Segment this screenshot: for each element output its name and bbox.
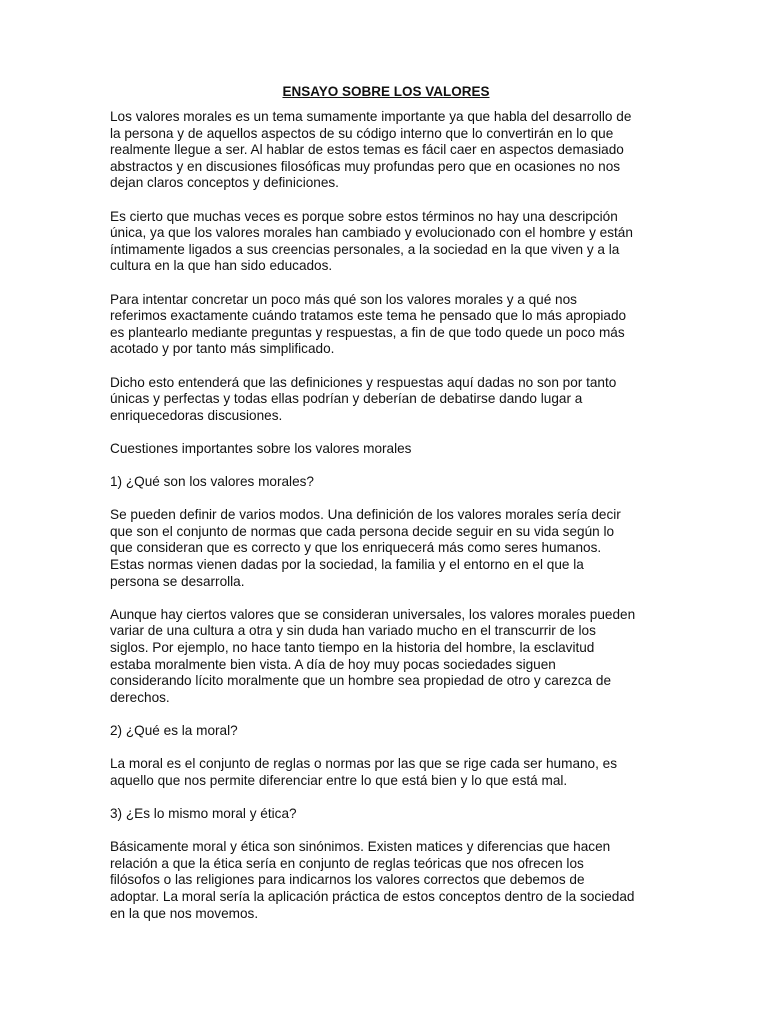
paragraph <box>110 806 662 823</box>
text-line: enriquecedoras discusiones. <box>110 407 283 423</box>
text-line: persona se desarrolla. <box>110 573 245 589</box>
text-line: la persona y de aquellos aspectos de su código interno que lo convertirán en lo que <box>110 125 614 141</box>
text-line: aquello que nos permite diferenciar entre lo que está bien y lo que está mal. <box>110 772 568 788</box>
text-line: derechos. <box>110 689 170 705</box>
paragraph <box>110 607 662 707</box>
text-line: considerando lícito moralmente que un hombre sea propiedad de otro y carezca de <box>110 673 612 689</box>
paragraph <box>110 507 662 590</box>
text-line: Los valores morales es un tema sumamente importante ya que habla del desarrollo de <box>110 109 632 124</box>
text-line: dejan claros conceptos y definiciones. <box>110 175 339 191</box>
text-line: que son el conjunto de normas que cada persona decide seguir en su vida según lo <box>110 523 615 539</box>
text-line: 3) ¿Es lo mismo moral y ética? <box>110 805 297 821</box>
text-line: Para intentar concretar un poco más qué son los valores morales y a qué nos <box>110 291 577 307</box>
text-line: Básicamente moral y ética son sinónimos. Existen matices y diferencias que hacen <box>110 839 611 855</box>
paragraph <box>110 756 662 789</box>
text-line: referimos exactamente cuándo tratamos este tema he pensado que lo más apropiado <box>110 308 627 324</box>
text-line: variar de una cultura a otra y sin duda han variado mucho en el transcurrir de los <box>110 623 596 639</box>
text-line: Estas normas vienen dadas por la sociedad, la familia y el entorno en el que la <box>110 557 584 573</box>
text-line: únicas y perfectas y todas ellas podrían y deberían de debatirse dando lugar a <box>110 391 583 407</box>
text-line: realmente llegue a ser. Al hablar de estos temas es fácil caer en aspectos demasiado <box>110 142 624 158</box>
text-line: acotado y por tanto más simplificado. <box>110 341 335 357</box>
paragraph <box>110 209 662 275</box>
text-line: cultura en la que han sido educados. <box>110 258 333 274</box>
text-line: que consideran que es correcto y que los enriquecerá más como seres humanos. <box>110 540 602 556</box>
text-line: Aunque hay ciertos valores que se consideran universales, los valores morales pueden <box>110 606 636 622</box>
text-line: única, ya que los valores morales han cambiado y evolucionado con el hombre y están <box>110 225 633 241</box>
text-line: es plantearlo mediante preguntas y respuestas, a fin de que todo quede un poco más <box>110 324 625 340</box>
text-line: Es cierto que muchas veces es porque sobre estos términos no hay una descripción <box>110 208 618 224</box>
paragraph <box>110 375 662 425</box>
text-line: 1) ¿Qué son los valores morales? <box>110 474 314 490</box>
paragraph <box>110 474 662 491</box>
text-line: La moral es el conjunto de reglas o normas por las que se rige cada ser humano, es <box>110 756 618 772</box>
text-line: estaba moralmente bien vista. A día de hoy muy pocas sociedades siguen <box>110 656 556 672</box>
text-line: 2) ¿Qué es la moral? <box>110 722 238 738</box>
paragraph <box>110 723 662 740</box>
text-line: en la que nos movemos. <box>110 905 259 921</box>
paragraph <box>110 839 662 922</box>
document-title: ENSAYO SOBRE LOS VALORES <box>282 84 490 99</box>
paragraph <box>110 441 662 458</box>
text-line: íntimamente ligados a sus creencias personales, a la sociedad en la que viven y a la <box>110 241 620 257</box>
text-line: abstractos y en discusiones filosóficas muy profundas pero que en ocasiones no nos <box>110 158 621 174</box>
text-line: adoptar. La moral sería la aplicación práctica de estos conceptos dentro de la sociedad <box>110 888 635 904</box>
paragraph <box>110 292 662 358</box>
paragraph <box>110 109 662 192</box>
text-line: relación a que la ética sería en conjunto de reglas teóricas que nos ofrecen los <box>110 855 584 871</box>
text-line: siglos. Por ejemplo, no hace tanto tiempo en la historia del hombre, la esclavitud <box>110 640 595 655</box>
text-line: Cuestiones importantes sobre los valores morales <box>110 440 412 456</box>
text-line: filósofos o las religiones para indicarnos los valores correctos que debemos de <box>110 872 585 888</box>
document-page <box>110 83 662 939</box>
text-line: Dicho esto entenderá que las definiciones y respuestas aquí dadas no son por tanto <box>110 374 617 390</box>
document-body <box>110 109 662 922</box>
text-line: Se pueden definir de varios modos. Una definición de los valores morales sería decir <box>110 507 621 523</box>
